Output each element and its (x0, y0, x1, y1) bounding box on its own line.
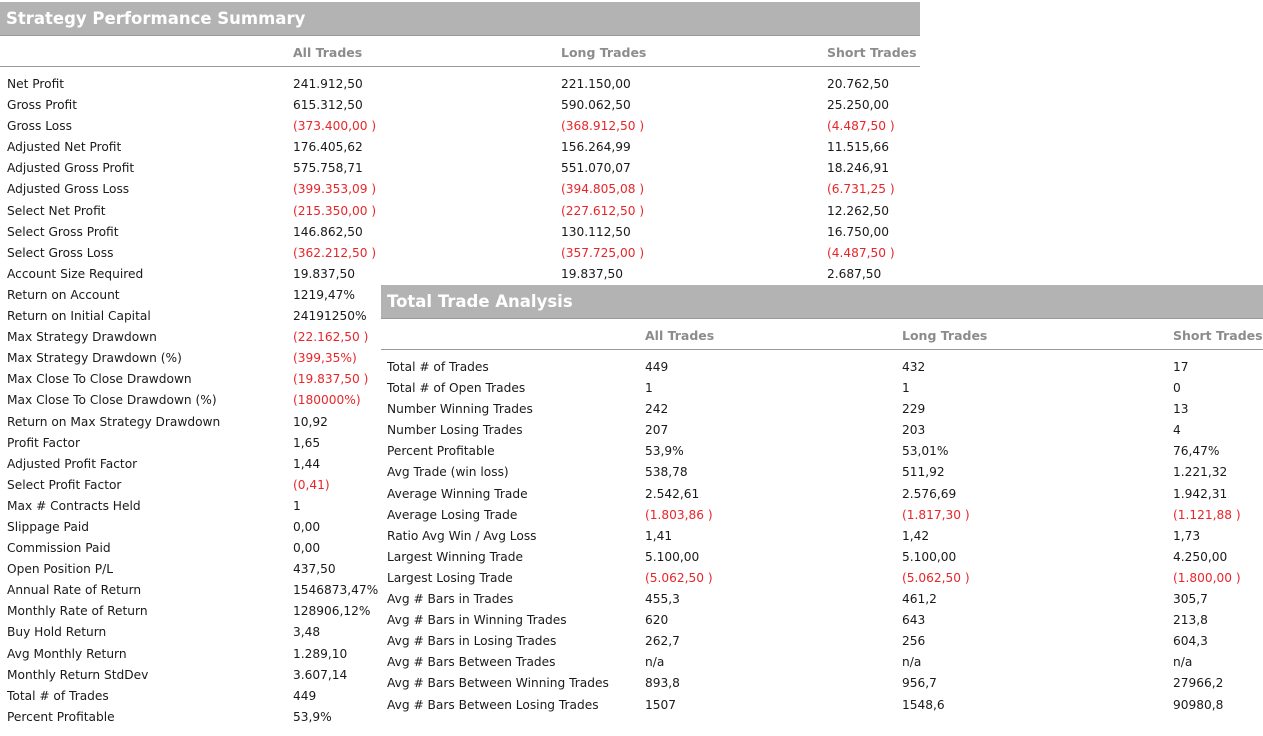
summary-title: Strategy Performance Summary (0, 2, 920, 36)
summary-cell-all: 1.289,10 (293, 646, 348, 661)
summary-cell-label: Percent Profitable (7, 709, 115, 724)
summary-cell-label: Adjusted Net Profit (7, 140, 122, 155)
summary-cell-all: 437,50 (293, 562, 336, 577)
trade-cell-short: 1,73 (1173, 528, 1201, 543)
summary-cell-short: 16.750,00 (827, 224, 890, 239)
trade-cell-label: Avg # Bars in Losing Trades (387, 634, 557, 649)
summary-cell-long: 590.062,50 (561, 98, 631, 113)
trade-cell-short: 17 (1173, 360, 1189, 374)
trade-table-row (381, 695, 1263, 716)
summary-cell-all: 575.758,71 (293, 161, 363, 176)
summary-cell-long: 130.112,50 (561, 224, 631, 239)
summary-table-row (0, 116, 920, 137)
trade-table-row (381, 631, 1263, 652)
trade-table-row (381, 420, 1263, 441)
trade-table-row (381, 484, 1263, 505)
summary-cell-short: (4.487,50 ) (827, 245, 895, 260)
summary-cell-all: 19.837,50 (293, 266, 356, 281)
summary-cell-label: Adjusted Gross Profit (7, 161, 135, 176)
summary-cell-label: Return on Account (7, 287, 120, 302)
summary-cell-long: (368.912,50 ) (561, 119, 645, 134)
trade-cell-short: 0 (1173, 381, 1181, 396)
summary-cell-label: Max Strategy Drawdown (7, 330, 157, 345)
trade-cell-long: 5.100,00 (902, 549, 957, 564)
trade-cell-long: 643 (902, 613, 926, 628)
trade-header-short-trades: Short Trades (1173, 328, 1263, 343)
summary-cell-short: (4.487,50 ) (827, 119, 895, 134)
summary-table-row (0, 264, 920, 285)
trade-cell-label: Avg # Bars Between Trades (387, 655, 556, 670)
trade-cell-long: (1.817,30 ) (902, 507, 970, 522)
trade-cell-long: 256 (902, 634, 926, 649)
summary-cell-label: Slippage Paid (7, 519, 89, 534)
trade-table-row (381, 568, 1263, 589)
summary-cell-all: 10,92 (293, 414, 328, 429)
summary-cell-all: 1,44 (293, 456, 321, 471)
summary-cell-long: (357.725,00 ) (561, 245, 645, 260)
summary-cell-label: Select Gross Loss (7, 245, 114, 260)
summary-cell-label: Monthly Rate of Return (7, 604, 148, 619)
summary-cell-label: Total # of Trades (7, 688, 109, 703)
trade-cell-long: 1,42 (902, 528, 930, 543)
summary-cell-all: 176.405,62 (293, 140, 363, 155)
summary-cell-label: Adjusted Gross Loss (7, 182, 130, 197)
summary-cell-short: 12.262,50 (827, 203, 890, 218)
summary-cell-label: Commission Paid (7, 541, 111, 556)
summary-cell-all: 128906,12% (293, 604, 371, 619)
summary-cell-label: Account Size Required (7, 266, 144, 281)
trade-cell-long: 461,2 (902, 592, 937, 607)
summary-cell-label: Return on Max Strategy Drawdown (7, 414, 221, 429)
summary-cell-all: 1219,47% (293, 287, 355, 302)
summary-cell-label: Avg Monthly Return (7, 646, 127, 661)
trade-cell-short: (1.800,00 ) (1173, 570, 1241, 585)
summary-cell-label: Monthly Return StdDev (7, 667, 149, 682)
summary-cell-short: 25.250,00 (827, 98, 890, 113)
summary-cell-all: (0,41) (293, 477, 330, 492)
summary-cell-label: Max Strategy Drawdown (%) (7, 351, 182, 366)
trade-cell-label: Largest Winning Trade (387, 549, 523, 564)
trade-cell-long: 956,7 (902, 676, 937, 691)
trade-cell-short: 1.942,31 (1173, 486, 1228, 501)
summary-cell-label: Adjusted Profit Factor (7, 456, 138, 471)
trade-cell-short: 76,47% (1173, 444, 1220, 459)
trade-cell-all: 893,8 (645, 676, 680, 691)
trade-table-row (381, 441, 1263, 462)
summary-cell-label: Annual Rate of Return (7, 583, 142, 598)
trade-cell-long: 53,01% (902, 444, 949, 459)
summary-cell-label: Select Profit Factor (7, 477, 122, 492)
trade-cell-label: Average Winning Trade (387, 486, 528, 501)
summary-cell-long: 221.150,00 (561, 77, 631, 91)
trade-cell-long: (5.062,50 ) (902, 570, 970, 585)
summary-cell-all: (362.212,50 ) (293, 245, 377, 260)
summary-cell-long: (394.805,08 ) (561, 182, 645, 197)
summary-cell-all: 146.862,50 (293, 224, 363, 239)
trade-cell-long: 2.576,69 (902, 486, 957, 501)
summary-header-short-trades: Short Trades (827, 45, 917, 60)
trade-cell-short: 305,7 (1173, 592, 1208, 607)
summary-cell-label: Net Profit (7, 77, 65, 91)
trade-cell-label: Number Winning Trades (387, 402, 533, 417)
summary-cell-all: (22.162,50 ) (293, 330, 369, 345)
trade-table-row (381, 462, 1263, 483)
summary-cell-label: Return on Initial Capital (7, 309, 151, 324)
summary-cell-all: 3.607,14 (293, 667, 348, 682)
summary-table-row (0, 201, 920, 222)
trade-cell-label: Percent Profitable (387, 444, 495, 459)
summary-cell-all: (399.353,09 ) (293, 182, 377, 197)
trade-cell-all: 449 (645, 360, 669, 374)
summary-cell-short: (6.731,25 ) (827, 182, 895, 197)
summary-cell-long: (227.612,50 ) (561, 203, 645, 218)
trade-cell-short: 604,3 (1173, 634, 1208, 649)
trade-cell-all: 620 (645, 613, 669, 628)
trade-cell-long: 511,92 (902, 465, 945, 480)
summary-cell-label: Gross Profit (7, 98, 78, 113)
summary-table-row (0, 243, 920, 264)
trade-cell-short: (1.121,88 ) (1173, 507, 1241, 522)
trade-cell-all: 538,78 (645, 465, 688, 480)
summary-cell-all: 241.912,50 (293, 77, 363, 91)
trade-cell-label: Avg Trade (win loss) (387, 465, 509, 480)
summary-cell-label: Profit Factor (7, 435, 80, 450)
trade-cell-short: 90980,8 (1173, 697, 1224, 712)
trade-table-row (381, 547, 1263, 568)
summary-cell-short: 20.762,50 (827, 77, 890, 91)
trade-rows (381, 357, 1263, 716)
trade-analysis-title: Total Trade Analysis (381, 285, 1263, 319)
trade-cell-all: 455,3 (645, 592, 680, 607)
trade-cell-long: 229 (902, 402, 926, 417)
summary-table-row (0, 95, 920, 116)
trade-cell-short: 213,8 (1173, 613, 1208, 628)
trade-cell-all: (1.803,86 ) (645, 507, 713, 522)
trade-cell-all: 207 (645, 423, 669, 438)
summary-cell-short: 18.246,91 (827, 161, 890, 176)
summary-table-row (0, 179, 920, 200)
summary-cell-all: 449 (293, 688, 317, 703)
trade-cell-short: 4.250,00 (1173, 549, 1228, 564)
total-trade-analysis-panel (381, 285, 1263, 736)
trade-cell-short: 13 (1173, 402, 1189, 417)
summary-cell-label: Select Gross Profit (7, 224, 119, 239)
trade-cell-all: 53,9% (645, 444, 684, 459)
summary-cell-all: (373.400,00 ) (293, 119, 377, 134)
summary-table-row (0, 222, 920, 243)
summary-cell-long: 156.264,99 (561, 140, 631, 155)
trade-cell-long: 1548,6 (902, 697, 945, 712)
summary-header-all-trades: All Trades (293, 45, 363, 60)
summary-cell-short: 2.687,50 (827, 266, 882, 281)
trade-cell-label: Number Losing Trades (387, 423, 523, 438)
summary-cell-label: Max # Contracts Held (7, 498, 141, 513)
trade-cell-label: Total # of Trades (387, 360, 489, 374)
trade-cell-all: 2.542,61 (645, 486, 700, 501)
trade-table-row (381, 399, 1263, 420)
summary-cell-label: Gross Loss (7, 119, 72, 134)
trade-header-all-trades: All Trades (645, 328, 715, 343)
trade-cell-label: Avg # Bars Between Losing Trades (387, 697, 599, 712)
summary-cell-all: 615.312,50 (293, 98, 363, 113)
trade-cell-all: 262,7 (645, 634, 680, 649)
trade-cell-short: n/a (1173, 655, 1193, 670)
trade-cell-all: 1,41 (645, 528, 673, 543)
trade-cell-all: n/a (645, 655, 665, 670)
trade-cell-long: 1 (902, 381, 910, 396)
trade-cell-all: 1507 (645, 697, 677, 712)
trade-cell-label: Total # of Open Trades (387, 381, 526, 396)
summary-column-headers (0, 36, 920, 67)
summary-header-long-trades: Long Trades (561, 45, 647, 60)
trade-header-long-trades: Long Trades (902, 328, 988, 343)
trade-cell-short: 4 (1173, 423, 1181, 438)
summary-cell-label: Max Close To Close Drawdown (%) (7, 393, 217, 408)
summary-cell-label: Select Net Profit (7, 203, 106, 218)
trade-cell-label: Avg # Bars in Winning Trades (387, 613, 567, 628)
summary-cell-all: (180000%) (293, 393, 361, 408)
trade-table-row (381, 610, 1263, 631)
summary-cell-all: 1,65 (293, 435, 321, 450)
summary-cell-all: (19.837,50 ) (293, 372, 369, 387)
trade-table-row (381, 673, 1263, 694)
trade-cell-all: (5.062,50 ) (645, 570, 713, 585)
summary-cell-all: 0,00 (293, 541, 321, 556)
trade-cell-all: 242 (645, 402, 669, 417)
trade-cell-label: Avg # Bars in Trades (387, 592, 514, 607)
summary-cell-long: 19.837,50 (561, 266, 624, 281)
trade-cell-label: Largest Losing Trade (387, 570, 513, 585)
summary-cell-long: 551.070,07 (561, 161, 631, 176)
trade-cell-long: n/a (902, 655, 922, 670)
trade-cell-label: Ratio Avg Win / Avg Loss (387, 528, 537, 543)
summary-cell-all: 1 (293, 498, 301, 513)
summary-cell-label: Open Position P/L (7, 562, 113, 577)
trade-table-row (381, 652, 1263, 673)
summary-table-row (0, 158, 920, 179)
summary-cell-all: 1546873,47% (293, 583, 379, 598)
trade-cell-label: Average Losing Trade (387, 507, 518, 522)
trade-cell-all: 1 (645, 381, 653, 396)
summary-cell-label: Max Close To Close Drawdown (7, 372, 192, 387)
trade-table-row (381, 378, 1263, 399)
trade-cell-short: 27966,2 (1173, 676, 1224, 691)
summary-table-row (0, 137, 920, 158)
trade-table-row (381, 357, 1263, 378)
trade-cell-short: 1.221,32 (1173, 465, 1228, 480)
summary-table-row (0, 74, 920, 95)
trade-table-row (381, 589, 1263, 610)
summary-cell-all: (399,35%) (293, 351, 357, 366)
trade-table-row (381, 505, 1263, 526)
summary-cell-all: 24191250% (293, 309, 367, 324)
trade-cell-long: 432 (902, 360, 926, 374)
summary-cell-all: 53,9% (293, 709, 332, 724)
trade-table-row (381, 526, 1263, 547)
trade-cell-long: 203 (902, 423, 926, 438)
trade-column-headers (381, 319, 1263, 350)
trade-cell-label: Avg # Bars Between Winning Trades (387, 676, 609, 691)
summary-cell-all: 0,00 (293, 519, 321, 534)
summary-cell-label: Buy Hold Return (7, 625, 107, 640)
trade-cell-all: 5.100,00 (645, 549, 700, 564)
summary-cell-all: 3,48 (293, 625, 321, 640)
summary-cell-all: (215.350,00 ) (293, 203, 377, 218)
summary-cell-short: 11.515,66 (827, 140, 890, 155)
